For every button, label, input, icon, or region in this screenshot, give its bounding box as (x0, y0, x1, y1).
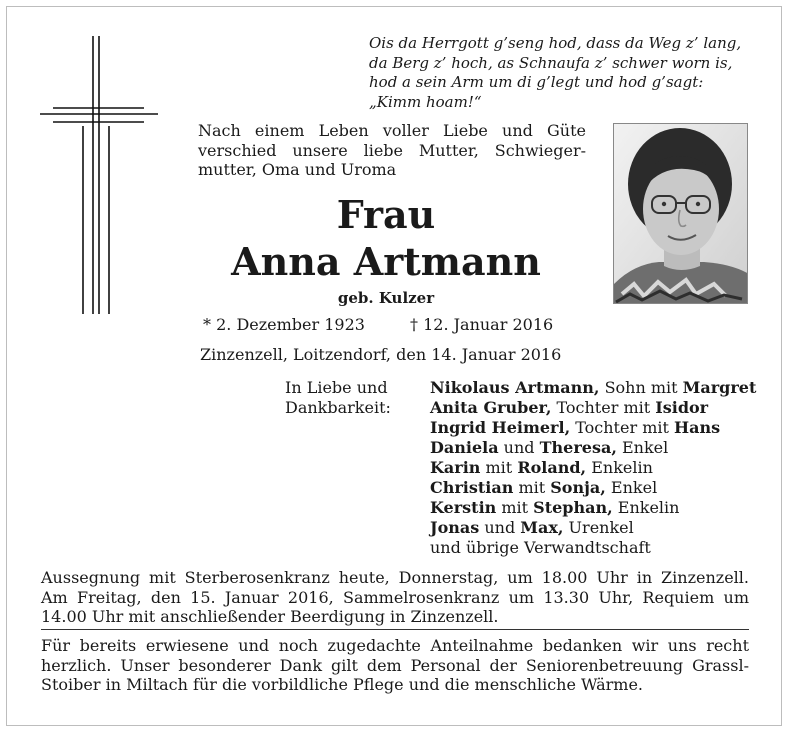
mourner-relation: und übrige Verwandtschaft (430, 538, 651, 557)
mourner-name: Theresa, (539, 438, 617, 457)
poem-line: „Kimm hoam!“ (369, 92, 482, 111)
poem (369, 34, 769, 112)
mourner-relation: mit (496, 498, 534, 517)
poem-line: Ois da Herrgott g’seng hod, dass da Weg z’ lang, (369, 34, 742, 52)
mourner-line (430, 378, 756, 398)
mourner-name: Roland, (517, 458, 587, 477)
salutation: Frau (336, 192, 436, 237)
mourner-relation: Enkelin (586, 458, 653, 477)
mourner-relation: mit (513, 478, 551, 497)
mourner-name: Anita Gruber, (430, 398, 552, 417)
mourner-name: Jonas (430, 518, 480, 537)
mourner-relation: Tochter mit (551, 398, 656, 417)
portrait-photo (613, 123, 748, 304)
mourner-name: Isidor (655, 398, 709, 417)
mourner-relation: Urenkel (563, 518, 634, 537)
deceased-name: Anna Artmann (231, 239, 541, 284)
closing-thanks (41, 636, 749, 695)
mourner-relation: Enkelin (612, 498, 680, 517)
closing-line: herzlich. Unser besonderer Dank gilt dem Personal der Seniorenbetreuung Grassl- (41, 655, 749, 675)
mourner-relation: Enkel (605, 478, 658, 497)
mourner-name: Stephan, (533, 498, 613, 517)
mourner-line (430, 538, 756, 558)
birth-date: * 2. Dezember 1923 (203, 315, 365, 334)
intro-line: verschied unsere liebe Mutter, Schwieger- (198, 140, 586, 160)
closing-line: Stoiber in Miltach für die vorbildliche Pflege und die menschliche Wärme. (41, 675, 643, 694)
thanks-label-line: Dankbarkeit: (285, 398, 391, 417)
mourner-relation: mit (480, 458, 518, 477)
mourner-line (430, 458, 756, 478)
mourners-list (430, 378, 756, 558)
mourner-name: Nikolaus Artmann, (430, 378, 600, 397)
mourner-name: Max, (520, 518, 564, 537)
intro-line: mutter, Oma und Uroma (198, 160, 397, 179)
mourner-name: Margret (682, 378, 757, 397)
closing-line: Für bereits erwiesene und noch zugedachte Anteilnahme bedanken wir uns recht (41, 636, 749, 655)
thanks-label (285, 378, 391, 418)
mourner-relation: Enkel (616, 438, 669, 457)
mourner-line (430, 478, 756, 498)
mourner-name: Karin (430, 458, 481, 477)
divider (41, 629, 749, 630)
mourner-relation: Tochter mit (570, 418, 674, 437)
mourner-name: Christian (430, 478, 514, 497)
intro-text (198, 121, 586, 180)
mourner-name: Hans (674, 418, 721, 437)
intro-line: Nach einem Leben voller Liebe und Güte (198, 121, 586, 140)
cross-icon (38, 36, 158, 314)
death-date: † 12. Januar 2016 (410, 315, 554, 334)
mourner-name: Sonja, (550, 478, 606, 497)
mourner-line (430, 498, 756, 518)
service-line: Am Freitag, den 15. Januar 2016, Sammelrosenkranz um 13.30 Uhr, Requiem um (41, 587, 749, 607)
mourner-line (430, 398, 756, 418)
mourner-line (430, 518, 756, 538)
service-line: Aussegnung mit Sterberosenkranz heute, Donnerstag, um 18.00 Uhr in Zinzenzell. (41, 568, 749, 587)
birth-name: geb. Kulzer (337, 289, 435, 307)
mourner-name: Kerstin (430, 498, 497, 517)
poem-line: da Berg z’ hoch, as Schnaufa z’ schwer worn is, (369, 53, 733, 72)
mourner-line (430, 418, 756, 438)
service-line: 14.00 Uhr mit anschließender Beerdigung in Zinzenzell. (41, 607, 499, 626)
mourner-name: Daniela (430, 438, 499, 457)
place-date: Zinzenzell, Loitzendorf, den 14. Januar 2016 (200, 345, 562, 364)
mourner-relation: Sohn mit (599, 378, 683, 397)
mourner-name: Ingrid Heimerl, (430, 418, 571, 437)
poem-line: hod a sein Arm um di g’legt und hod g’sagt: (369, 73, 704, 91)
mourner-line (430, 438, 756, 458)
thanks-label-line: In Liebe und (285, 378, 388, 397)
service-info (41, 568, 749, 627)
mourner-relation: und (498, 438, 540, 457)
mourner-relation: und (479, 518, 521, 537)
